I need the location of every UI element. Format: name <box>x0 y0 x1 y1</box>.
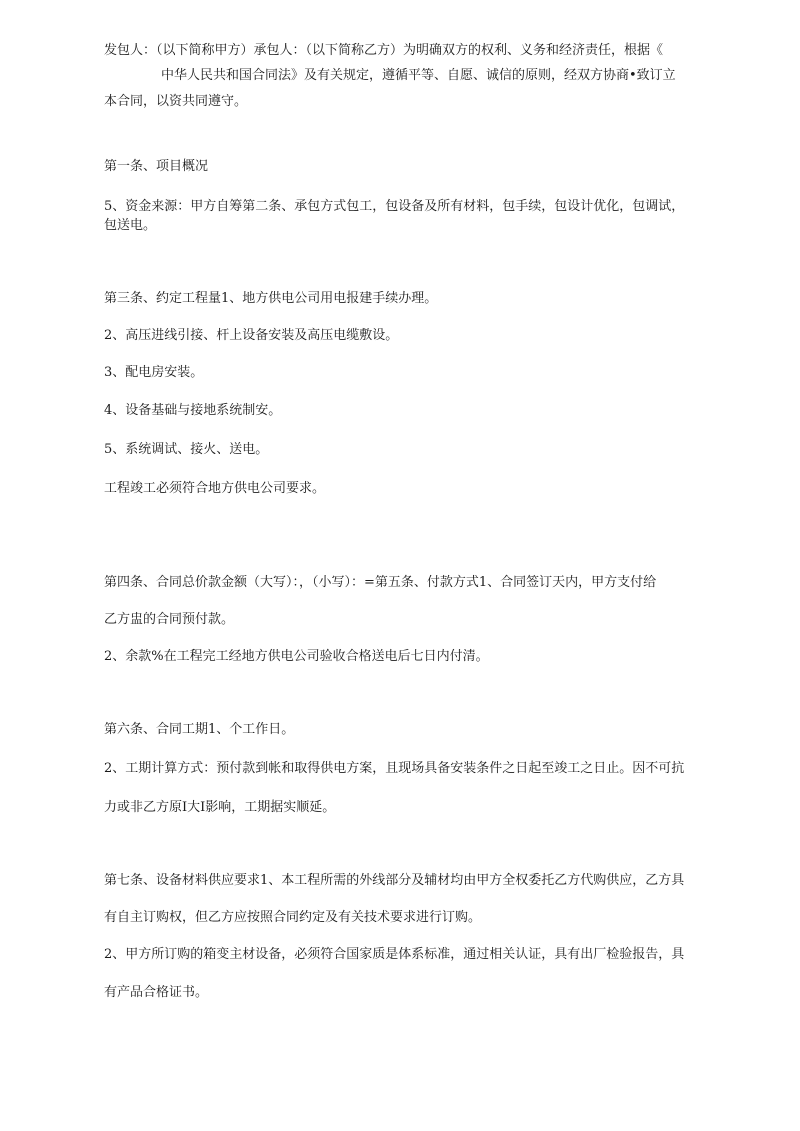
article-3-item-4: 4、设备基础与接地系统制安。 <box>104 403 282 418</box>
article-4-line-2: 乙方盅的合同预付款。 <box>104 612 235 627</box>
article-3-item-3: 3、配电房安装。 <box>104 365 204 380</box>
article-1-line-1: 5、资金来源：甲方自筹第二条、承包方式包工，包设备及所有材料，包手续，包设计优化，包调试， <box>104 199 685 214</box>
article-5-item-2: 2、余款%在工程完工经地方供电公司验收合格送电后七日内付清。 <box>104 649 489 664</box>
preamble-line-3: 本合同，以资共同遵守。 <box>104 94 248 109</box>
article-3-note: 工程竣工必须符合地方供电公司要求。 <box>104 481 326 496</box>
preamble-line-2: 中华人民共和国合同法》及有关规定，遵循平等、自愿、诚信的原则，经双方协商•致订立 <box>161 68 676 83</box>
preamble-line-1: 发包人：（以下简称甲方）承包人：（以下简称乙方）为明确双方的权利、义务和经济责任，根据《 <box>104 43 664 58</box>
article-7-line-2: 有自主订购权，但乙方应按照合同约定及有关技术要求进行订购。 <box>104 910 482 925</box>
article-7-line-3: 2、甲方所订购的箱变主材设备，必须符合国家质是体系标准，通过相关认证，具有出厂检验报告，具 <box>104 947 685 962</box>
article-6-line-2: 2、工期计算方式：预付款到帐和取得供电方案，且现场具备安装条件之日起至竣工之日止。因不可抗 <box>104 761 685 776</box>
article-6-line-3: 力或非乙方原I大I影响，工期据实顺延。 <box>104 800 336 815</box>
article-1-heading: 第一条、项目概况 <box>104 159 209 174</box>
article-7-line-4: 有产品合格证书。 <box>104 985 209 1000</box>
article-3-line-1: 第三条、约定工程量1、地方供电公司用电报建手续办理。 <box>104 291 438 306</box>
article-7-line-1: 第七条、设备材料供应要求1、本工程所需的外线部分及辅材均由甲方全权委托乙方代购供应，乙方具 <box>104 873 685 888</box>
article-1-line-2: 包送电。 <box>104 218 157 233</box>
article-6-line-1: 第六条、合同工期1、个工作日。 <box>104 722 295 737</box>
article-3-item-5: 5、系统调试、接火、送电。 <box>104 442 269 457</box>
article-4-line-1: 第四条、合同总价款金额（大写）：，（小写）：=第五条、付款方式1、合同签订天内，甲方支付给 <box>104 575 657 590</box>
article-3-item-2: 2、高压进线引接、杆上设备安装及高压电缆敷设。 <box>104 328 399 343</box>
